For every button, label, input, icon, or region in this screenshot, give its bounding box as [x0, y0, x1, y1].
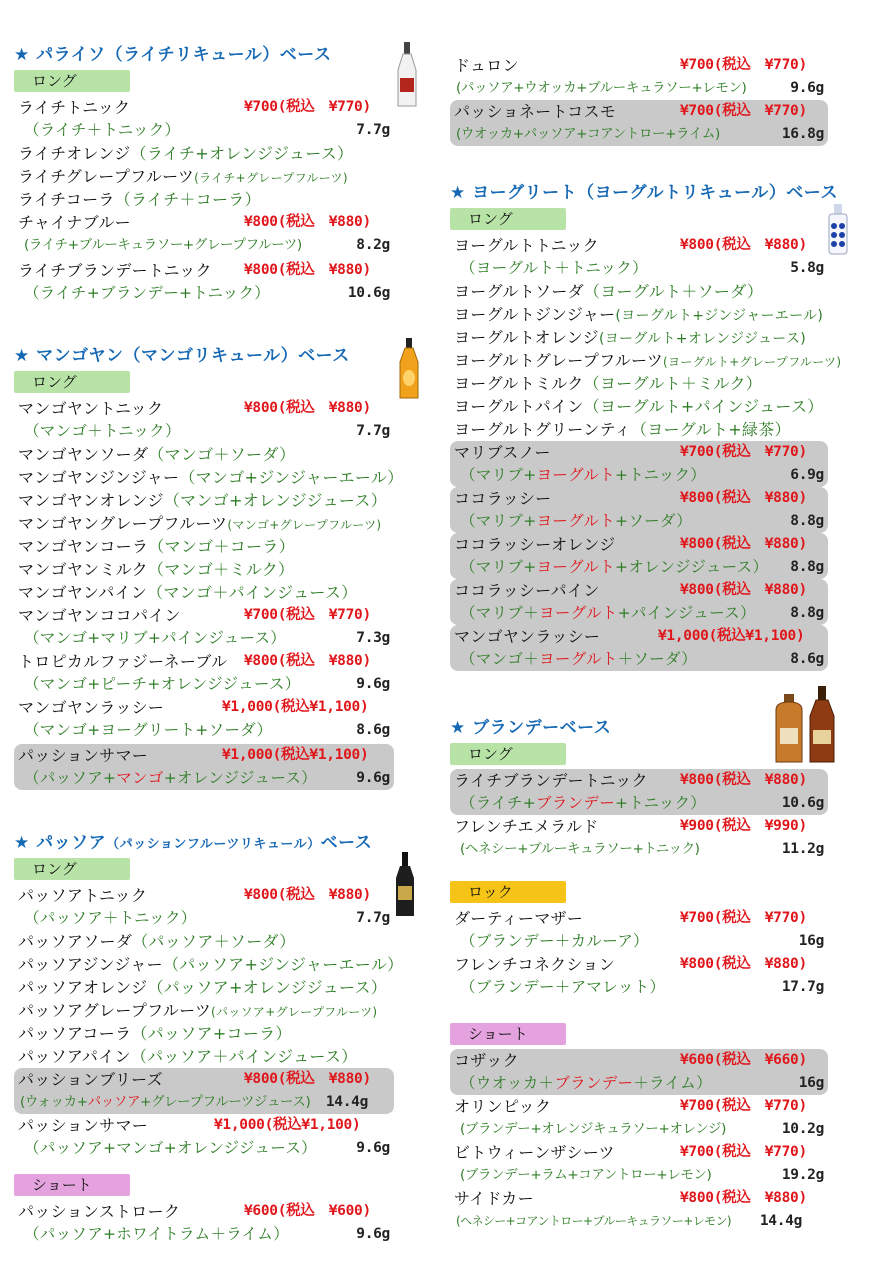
- item-ingredients: （マンゴ+マリブ+パインジュース）: [24, 629, 287, 647]
- menu-item[interactable]: [14, 1045, 394, 1068]
- menu-item[interactable]: [14, 512, 394, 535]
- item-name: オリンピック: [454, 1097, 552, 1116]
- item-price: ¥700(税込 ¥770): [244, 99, 371, 115]
- item-ingredients: （マンゴ＋コーラ）: [148, 537, 295, 556]
- item-alcohol: 8.2g: [356, 237, 390, 253]
- item-price: ¥700(税込 ¥770): [680, 103, 807, 119]
- item-name: マンゴヤンココパイン: [18, 606, 181, 625]
- item-name: パッションブリーズ: [18, 1070, 163, 1089]
- item-name: ココラッシーオレンジ: [454, 535, 616, 554]
- item-name: パッソアコーラ: [18, 1024, 132, 1043]
- item-name: パッショネートコスモ: [454, 102, 617, 121]
- item-ingredients: （マリブ＋ヨーグルト+パインジュース）: [460, 604, 756, 622]
- item-ingredients: （ライチ＋トニック）: [24, 121, 181, 139]
- item-price: ¥800(税込 ¥880): [244, 400, 371, 416]
- item-name: ドュロン: [454, 56, 519, 75]
- menu-item[interactable]: [14, 999, 394, 1022]
- item-name: マンゴヤンジンジャー: [18, 468, 180, 487]
- item-alcohol: 9.6g: [356, 1140, 390, 1156]
- item-alcohol: 19.2g: [781, 1167, 824, 1183]
- item-ingredients: (マンゴ+グレープフルーツ): [227, 518, 382, 532]
- menu-item-highlight[interactable]: [14, 744, 394, 790]
- menu-item-highlight[interactable]: [14, 1068, 394, 1114]
- item-alcohol: 8.8g: [790, 513, 824, 529]
- menu-item[interactable]: [450, 1095, 828, 1141]
- item-ingredients: （ライチ+ブランデー+トニック）: [24, 284, 271, 302]
- item-alcohol: 16g: [798, 1075, 824, 1091]
- item-alcohol: 5.8g: [790, 260, 824, 276]
- item-alcohol: 10.6g: [347, 285, 390, 301]
- item-name: パッソアソーダ: [18, 932, 133, 951]
- long-tag: ロング: [14, 70, 130, 92]
- item-alcohol: 8.6g: [790, 651, 824, 667]
- item-name: チャイナブルー: [18, 213, 131, 232]
- short-tag: ショート: [14, 1174, 130, 1196]
- menu-item[interactable]: [14, 884, 394, 930]
- item-name: ダーティーマザー: [454, 909, 584, 928]
- menu-item[interactable]: [14, 604, 394, 650]
- item-price: ¥700(税込 ¥770): [680, 1098, 807, 1114]
- menu-item[interactable]: [450, 349, 842, 372]
- litchi-liqueur-bottle-image: [394, 42, 420, 108]
- item-name: ライチブランデートニック: [18, 261, 212, 280]
- section-title: ★ マンゴヤン（マンゴリキュール）ベース: [14, 346, 350, 366]
- item-alcohol: 10.2g: [781, 1121, 824, 1137]
- menu-item[interactable]: [14, 259, 394, 305]
- item-price: ¥800(税込 ¥880): [680, 1190, 807, 1206]
- item-name: トロピカルファジーネーブル: [18, 652, 228, 671]
- item-ingredients: （マリブ+ヨーグルト+ソーダ）: [460, 512, 692, 530]
- menu-item[interactable]: [14, 953, 404, 976]
- item-ingredients: （パッソア+マンゴ+オレンジジュース）: [24, 769, 317, 787]
- item-alcohol: 7.7g: [356, 122, 390, 138]
- menu-item[interactable]: [14, 142, 394, 165]
- litchi-section: [14, 42, 394, 305]
- item-name: ライチトニック: [18, 98, 131, 117]
- item-alcohol: 9.6g: [356, 676, 390, 692]
- mango-liqueur-bottle-image: [398, 338, 420, 400]
- item-alcohol: 14.4g: [759, 1213, 802, 1229]
- item-ingredients: (ウォッカ+パッソア+グレープフルーツジュース): [20, 1094, 311, 1110]
- menu-item[interactable]: [14, 165, 394, 188]
- menu-item-highlight[interactable]: [450, 625, 828, 671]
- item-name: ライチコーラ: [18, 190, 115, 209]
- item-alcohol: 10.6g: [781, 795, 824, 811]
- item-ingredients: （ブランデー＋カルーア）: [460, 932, 649, 950]
- passoa-bottle-image: [394, 852, 416, 918]
- menu-item[interactable]: [450, 395, 828, 418]
- item-ingredients: （ウオッカ＋ブランデー＋ライム）: [460, 1074, 712, 1092]
- menu-item[interactable]: [14, 443, 394, 466]
- menu-item[interactable]: [450, 907, 828, 953]
- item-price: ¥700(税込 ¥770): [680, 444, 807, 460]
- item-alcohol: 16.8g: [781, 126, 824, 142]
- item-ingredients: （ライチ＋コーラ）: [114, 190, 261, 209]
- item-price: ¥700(税込 ¥770): [680, 1144, 807, 1160]
- menu-item[interactable]: [450, 280, 828, 303]
- item-name: パッソアグレープフルーツ: [18, 1001, 212, 1020]
- item-alcohol: 8.6g: [356, 722, 390, 738]
- item-name: ビトウィーンザシーツ: [454, 1143, 615, 1162]
- menu-item[interactable]: [14, 650, 394, 696]
- item-name: マンゴヤンミルク: [18, 560, 148, 579]
- long-tag: ロング: [14, 371, 130, 393]
- item-ingredients: (ヨーグルト+グレープフルーツ): [663, 355, 842, 369]
- menu-item[interactable]: [450, 326, 828, 349]
- item-price: ¥700(税込 ¥770): [244, 607, 371, 623]
- item-name: フレンチエメラルド: [454, 817, 599, 836]
- item-name: ヨーグルトグレープフルーツ: [454, 351, 664, 370]
- item-price: ¥600(税込 ¥600): [244, 1203, 371, 1219]
- short-tag: ショート: [450, 1023, 566, 1045]
- menu-item[interactable]: [14, 397, 394, 443]
- item-name: ココラッシーパイン: [454, 581, 600, 600]
- item-name: マンゴヤンラッシー: [18, 698, 165, 717]
- item-ingredients: （マンゴ＋トニック）: [24, 422, 181, 440]
- item-ingredients: （ヨーグルト+緑茶）: [630, 420, 791, 439]
- menu-item[interactable]: [14, 535, 394, 558]
- long-tag: ロング: [14, 858, 130, 880]
- item-ingredients: （マリブ+ヨーグルト+オレンジジュース）: [460, 558, 769, 576]
- menu-item[interactable]: [14, 1200, 394, 1246]
- item-ingredients: （パッソア+ホワイトラム＋ライム）: [24, 1225, 290, 1243]
- rock-tag: ロック: [450, 881, 566, 903]
- item-ingredients: （ヨーグルト+パインジュース）: [583, 397, 824, 416]
- item-name: ヨーグルトソーダ: [454, 282, 584, 301]
- item-alcohol: 9.6g: [356, 770, 390, 786]
- item-price: ¥800(税込 ¥880): [680, 582, 807, 598]
- item-ingredients: （パッソア+オレンジジュース）: [147, 978, 388, 997]
- item-alcohol: 17.7g: [781, 979, 824, 995]
- item-price: ¥1,000(税込¥1,100): [222, 699, 369, 715]
- menu-item[interactable]: [450, 234, 828, 280]
- item-name: ヨーグルトトニック: [454, 236, 599, 255]
- item-name: パッションサマー: [18, 1116, 149, 1135]
- menu-item[interactable]: [450, 303, 828, 326]
- item-alcohol: 9.6g: [790, 80, 824, 96]
- item-ingredients: （ヨーグルト＋ソーダ）: [583, 282, 764, 301]
- item-name: フレンチコネクション: [454, 955, 616, 974]
- menu-item[interactable]: [450, 1141, 828, 1187]
- section-title: ★ パッソア（パッションフルーツリキュール）ベース: [14, 833, 373, 853]
- item-name: ココラッシー: [454, 489, 552, 508]
- item-ingredients: （パッソア＋パインジュース）: [130, 1047, 358, 1066]
- item-price: ¥700(税込 ¥770): [680, 57, 807, 73]
- item-ingredients: (ライチ+グレープフルーツ): [194, 171, 348, 185]
- item-price: ¥800(税込 ¥880): [244, 262, 371, 278]
- item-name: サイドカー: [454, 1189, 534, 1208]
- item-ingredients: （パッソア＋トニック）: [24, 909, 197, 927]
- brandy-bottles-image: [774, 686, 840, 766]
- menu-item[interactable]: [14, 581, 394, 604]
- continued-items: [450, 54, 828, 146]
- item-name: ライチブランデートニック: [454, 771, 648, 790]
- item-ingredients: (パッソア+ウオッカ+ブルーキュラソー+レモン): [456, 80, 747, 96]
- item-name: ヨーグルトオレンジ: [454, 328, 599, 347]
- menu-item-highlight[interactable]: [450, 441, 828, 487]
- menu-item-highlight[interactable]: [450, 769, 828, 815]
- long-tag: ロング: [450, 743, 566, 765]
- item-ingredients: （マリブ+ヨーグルト+トニック）: [460, 466, 707, 484]
- item-name: マンゴヤンソーダ: [18, 445, 149, 464]
- item-price: ¥800(税込 ¥880): [680, 772, 807, 788]
- item-ingredients: （マンゴ+ピーチ+オレンジジュース）: [24, 675, 301, 693]
- item-name: ヨーグルトパイン: [454, 397, 584, 416]
- item-name: パッソアパイン: [18, 1047, 131, 1066]
- menu-item[interactable]: [450, 372, 828, 395]
- item-name: ヨーグルトグリーンティ: [454, 420, 631, 439]
- item-name: パッソアジンジャー: [18, 955, 163, 974]
- item-alcohol: 9.6g: [356, 1226, 390, 1242]
- item-name: コザック: [454, 1051, 519, 1070]
- item-ingredients: （マンゴ＋パインジュース）: [147, 583, 358, 602]
- item-price: ¥1,000(税込¥1,100): [658, 628, 805, 644]
- menu-item[interactable]: [14, 1022, 394, 1045]
- item-ingredients: （パッソア＋ソーダ）: [132, 932, 296, 951]
- menu-item[interactable]: [450, 953, 828, 999]
- item-price: ¥800(税込 ¥880): [244, 653, 371, 669]
- item-ingredients: (ブランデー+オレンジキュラソー+オレンジ): [460, 1121, 727, 1137]
- menu-item[interactable]: [14, 930, 394, 953]
- item-alcohol: 16g: [798, 933, 824, 949]
- item-name: ライチオレンジ: [18, 144, 131, 163]
- menu-item[interactable]: [14, 696, 394, 742]
- long-tag: ロング: [450, 208, 566, 230]
- item-price: ¥1,000(税込¥1,100): [214, 1117, 361, 1133]
- item-price: ¥900(税込 ¥990): [680, 818, 807, 834]
- section-title: ★ ヨーグリート（ヨーグルトリキュール）ベース: [450, 183, 838, 203]
- item-ingredients: （パッソア+ジンジャーエール）: [162, 955, 404, 974]
- item-ingredients: (ブランデー+ラム+コアントロー+レモン): [460, 1167, 712, 1183]
- item-name: マンゴヤングレープフルーツ: [18, 514, 228, 533]
- section-title: ★ パライソ（ライチリキュール）ベース: [14, 45, 332, 65]
- menu-item-highlight[interactable]: [450, 533, 828, 579]
- item-alcohol: 7.7g: [356, 423, 390, 439]
- item-name: マンゴヤンコーラ: [18, 537, 149, 556]
- menu-item[interactable]: [450, 418, 828, 441]
- item-ingredients: (ヘネシー+コアントロー+ブルーキュラソー+レモン): [456, 1214, 731, 1228]
- item-alcohol: 11.2g: [781, 841, 824, 857]
- item-ingredients: (ヨーグルト+ジンジャーエール): [615, 308, 824, 324]
- item-name: マンゴヤントニック: [18, 399, 164, 418]
- menu-item[interactable]: [450, 54, 828, 100]
- menu-item[interactable]: [450, 815, 828, 861]
- menu-item[interactable]: [14, 1114, 394, 1160]
- item-price: ¥800(税込 ¥880): [680, 237, 807, 253]
- menu-item[interactable]: [14, 466, 404, 489]
- item-alcohol: 8.8g: [790, 605, 824, 621]
- item-name: マンゴヤンラッシー: [454, 627, 601, 646]
- item-name: マンゴヤンオレンジ: [18, 491, 164, 510]
- item-ingredients: （ヨーグルト＋ミルク）: [583, 374, 763, 393]
- item-ingredients: （パッソア+マンゴ+オレンジジュース）: [24, 1139, 317, 1157]
- item-name: ライチグレープフルーツ: [18, 167, 195, 186]
- item-price: ¥800(税込 ¥880): [680, 490, 807, 506]
- item-ingredients: （ライチ+オレンジジュース）: [130, 144, 354, 163]
- menu-item[interactable]: [14, 558, 394, 581]
- item-name: パッソアオレンジ: [18, 978, 148, 997]
- item-price: ¥800(税込 ¥880): [244, 1071, 371, 1087]
- menu-item[interactable]: [14, 96, 394, 142]
- item-name: マンゴヤンパイン: [18, 583, 148, 602]
- item-name: ヨーグルトジンジャー: [454, 305, 616, 324]
- item-ingredients: （ヨーグルト＋トニック）: [460, 259, 648, 277]
- menu-item-highlight[interactable]: [450, 100, 828, 146]
- item-ingredients: (ヘネシー+ブルーキュラソー+トニック): [460, 841, 700, 857]
- mango-section: [14, 343, 404, 790]
- item-ingredients: (ライチ+ブルーキュラソー+グレープフルーツ): [24, 237, 302, 253]
- item-ingredients: （マンゴ+ジンジャーエール）: [179, 468, 404, 487]
- section-title: ★ ブランデーベース: [450, 718, 612, 738]
- item-ingredients: (ヨーグルト+オレンジジュース): [598, 331, 806, 347]
- menu-item-highlight[interactable]: [450, 579, 828, 625]
- item-name: パッションストローク: [18, 1202, 181, 1221]
- item-ingredients: （マンゴ＋ミルク）: [147, 560, 295, 579]
- item-ingredients: (ウオッカ+パッソア+コアントロー+ライム): [456, 126, 720, 142]
- item-price: ¥800(税込 ¥880): [244, 214, 371, 230]
- menu-item[interactable]: [14, 489, 394, 512]
- menu-item[interactable]: [14, 976, 394, 999]
- yogurt-section: [450, 180, 842, 671]
- item-price: ¥800(税込 ¥880): [680, 536, 807, 552]
- item-name: パッションサマー: [18, 746, 149, 765]
- item-name: マリブスノー: [454, 443, 551, 462]
- menu-item-highlight[interactable]: [450, 1049, 828, 1095]
- item-ingredients: （ブランデー＋アマレット）: [460, 978, 666, 996]
- item-ingredients: （ライチ+ブランデー+トニック）: [460, 794, 707, 812]
- item-name: パッソアトニック: [18, 886, 148, 905]
- passoa-section: [14, 830, 404, 1246]
- item-price: ¥800(税込 ¥880): [244, 887, 371, 903]
- item-ingredients: （マンゴ+ヨーグリート+ソーダ）: [24, 721, 273, 739]
- brandy-section: [450, 715, 828, 1233]
- menu-item[interactable]: [450, 1187, 828, 1233]
- item-price: ¥800(税込 ¥880): [680, 956, 807, 972]
- item-alcohol: 14.4g: [325, 1094, 368, 1110]
- item-ingredients: (パッソア+グレープフルーツ): [211, 1005, 378, 1019]
- item-price: ¥1,000(税込¥1,100): [222, 747, 369, 763]
- item-alcohol: 7.3g: [356, 630, 390, 646]
- item-alcohol: 7.7g: [356, 910, 390, 926]
- menu-item[interactable]: [14, 211, 394, 257]
- item-ingredients: （マンゴ＋ソーダ）: [148, 445, 296, 464]
- item-price: ¥700(税込 ¥770): [680, 910, 807, 926]
- item-name: ヨーグルトミルク: [454, 374, 584, 393]
- menu-item[interactable]: [14, 188, 394, 211]
- yogurt-liqueur-bottle-image: [826, 204, 850, 256]
- menu-item-highlight[interactable]: [450, 487, 828, 533]
- item-alcohol: 6.9g: [790, 467, 824, 483]
- item-ingredients: （マンゴ＋ヨーグルト＋ソーダ）: [460, 650, 698, 668]
- item-ingredients: （マンゴ+オレンジジュース）: [163, 491, 388, 510]
- item-ingredients: （パッソア+コーラ）: [131, 1024, 292, 1043]
- item-price: ¥600(税込 ¥660): [680, 1052, 807, 1068]
- item-alcohol: 8.8g: [790, 559, 824, 575]
